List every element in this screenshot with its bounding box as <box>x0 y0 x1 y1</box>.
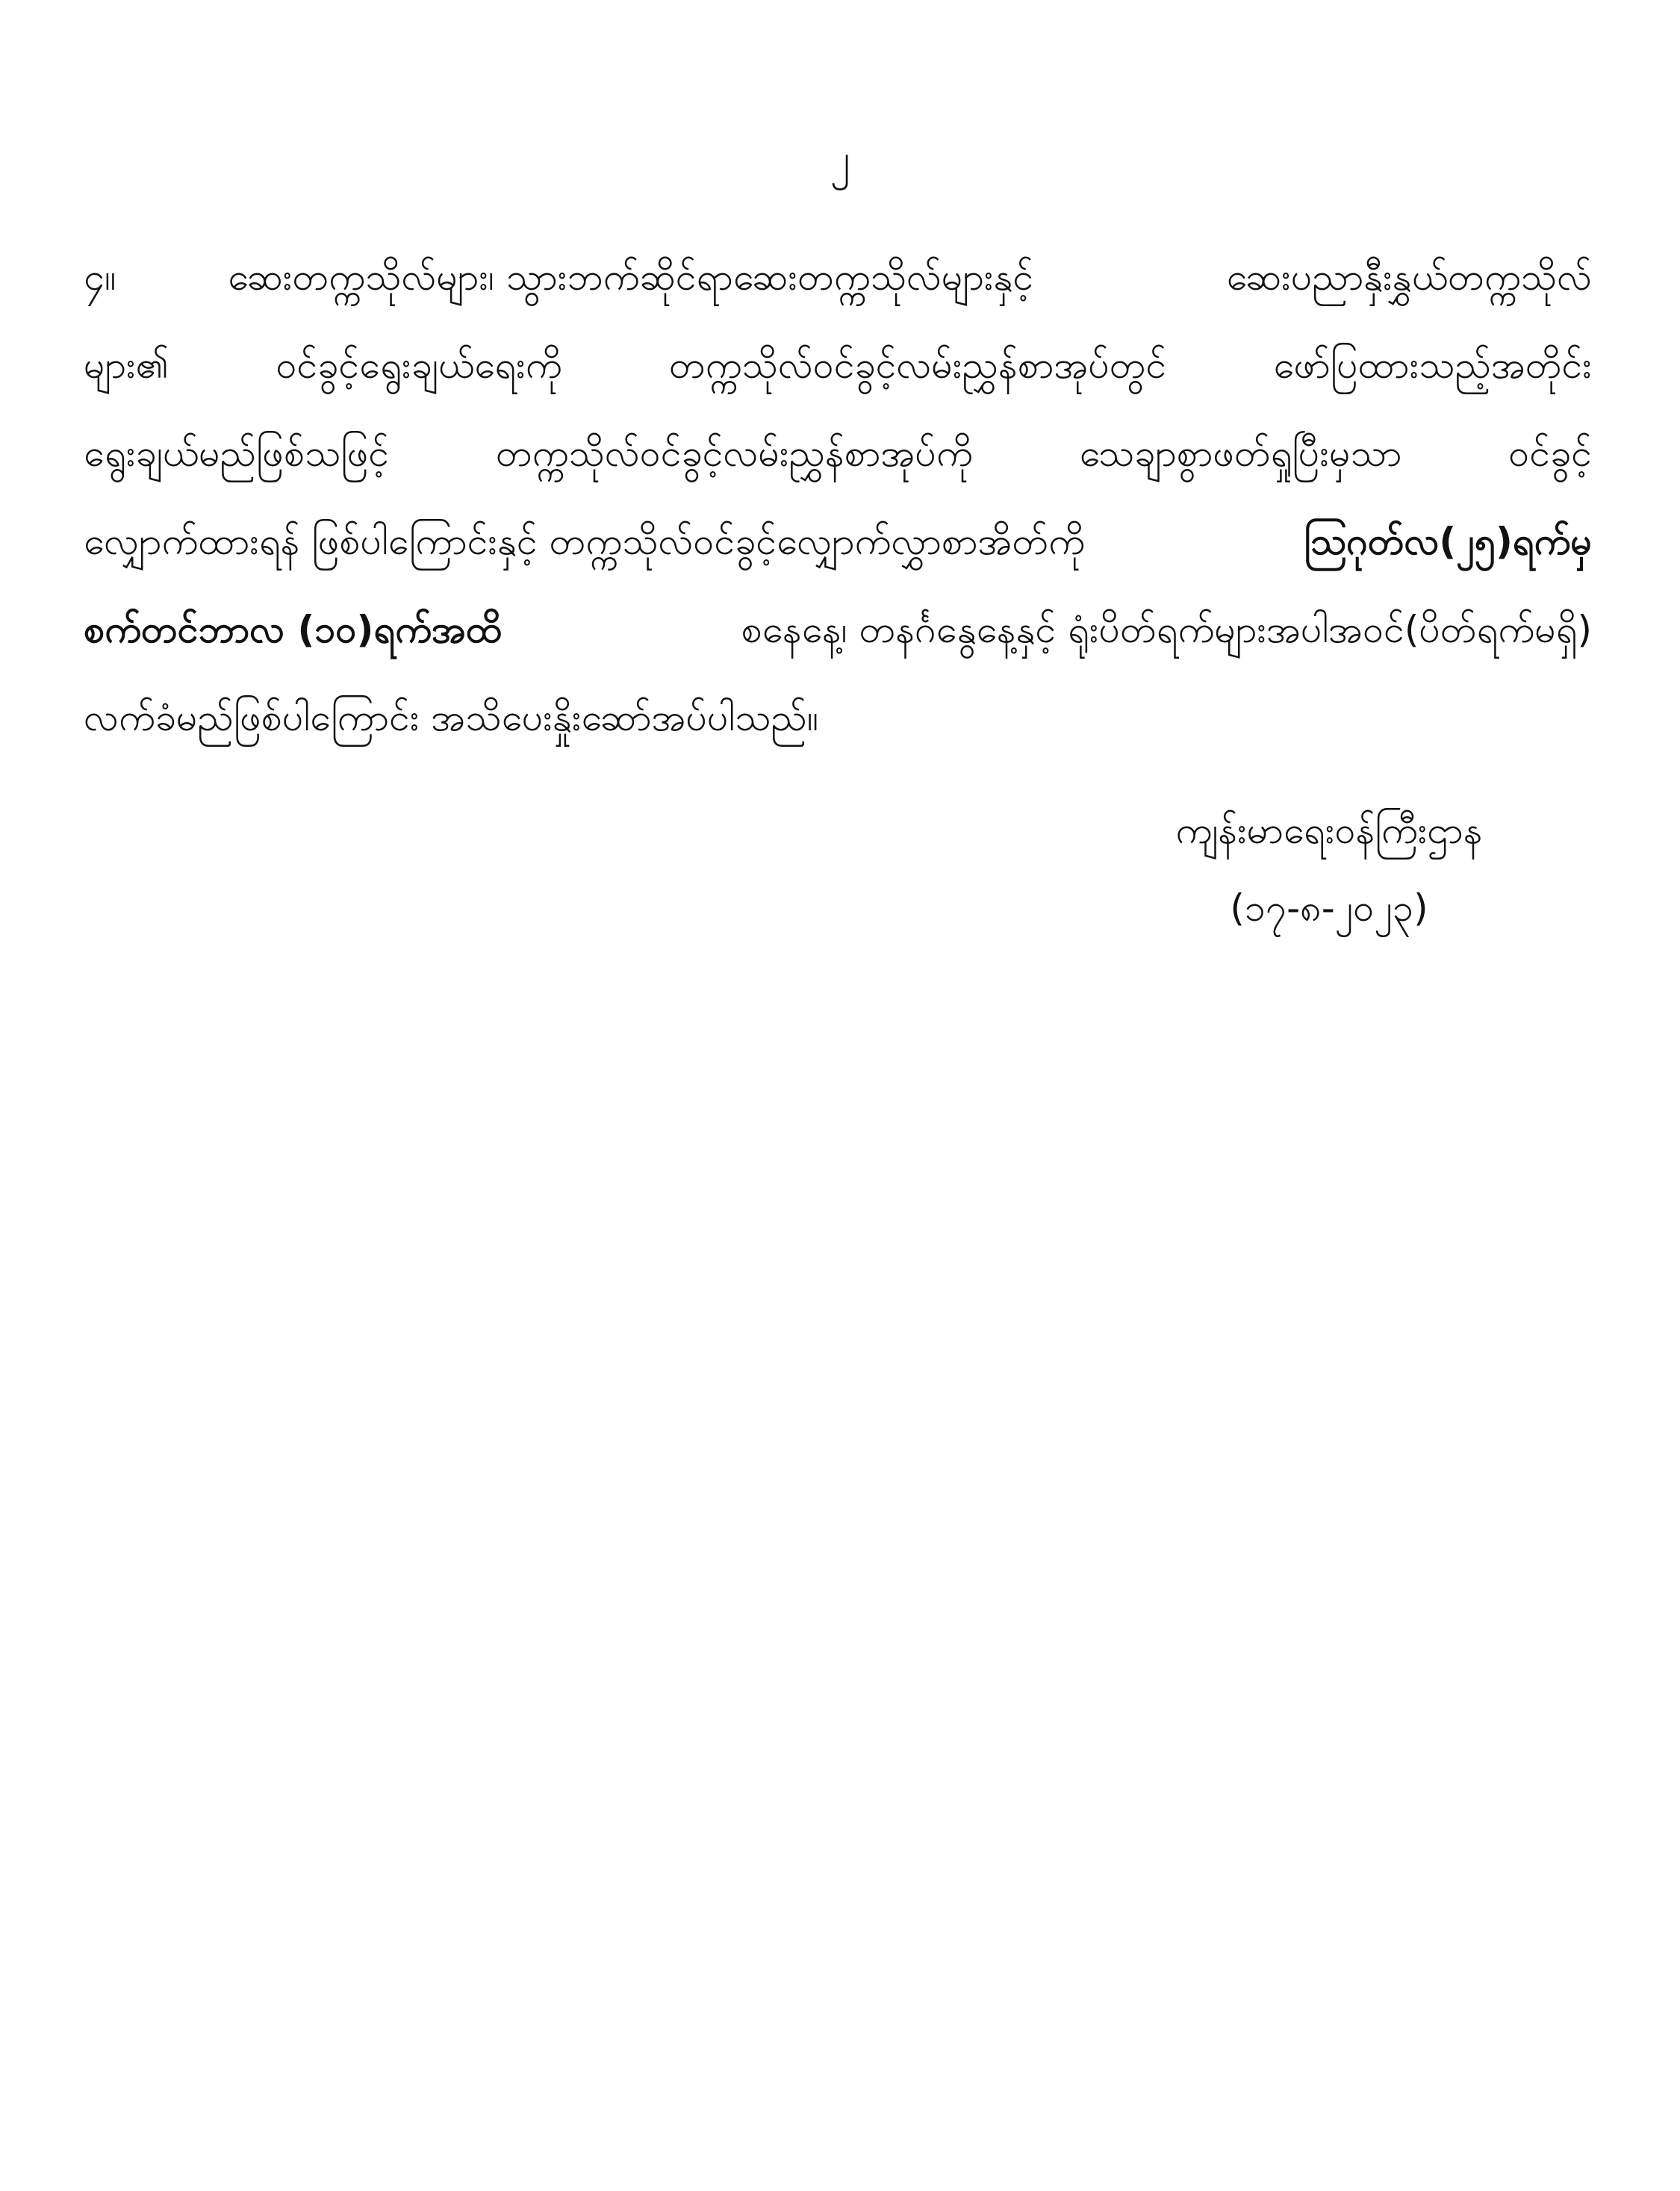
line-1-lead <box>84 233 1033 321</box>
line-6-normal-text: လက်ခံမည်ဖြစ်ပါကြောင်း အသိပေးနှိုးဆော်အပ်ပါသည်။ <box>84 696 819 739</box>
line-2-segment-2: ဝင်ခွင့်ရွေးချယ်ရေးကို <box>276 344 562 387</box>
line-3-segment-4: ဝင်ခွင့် <box>1508 432 1592 475</box>
paragraph-line-6 <box>84 674 1592 762</box>
line-3-segment-2: တက္ကသိုလ်ဝင်ခွင့်လမ်းညွှန်စာအုပ်ကို <box>495 432 973 475</box>
item-number: ၄။ <box>84 255 116 299</box>
line-5-bold-date: စက်တင်ဘာလ (၁၀)ရက်အထိ <box>84 608 503 651</box>
paragraph-line-5 <box>84 585 1592 674</box>
paragraph-line-1 <box>84 233 1592 321</box>
paragraph-line-2 <box>84 321 1592 409</box>
page-number: ၂ <box>830 135 850 182</box>
issuing-ministry: ကျန်းမာရေးဝန်ကြီးဌာန <box>1175 809 1483 852</box>
line-1-segment-1: ဆေးတက္ကသိုလ်များ၊ သွားဘက်ဆိုင်ရာဆေးတက္ကသိုလ်များနှင့် <box>228 255 1034 299</box>
line-3-segment-3: သေချာစွာဖတ်ရှုပြီးမှသာ <box>1079 432 1402 475</box>
line-4-bold-date: ဩဂုတ်လ(၂၅)ရက်မှ <box>1304 520 1592 563</box>
notice-paragraph <box>84 233 1592 762</box>
line-2-segment-3: တက္ကသိုလ်ဝင်ခွင့်လမ်းညွှန်စာအုပ်တွင် <box>668 344 1167 387</box>
paragraph-line-4 <box>84 497 1592 585</box>
line-2-segment-4: ဖော်ပြထားသည့်အတိုင်း <box>1273 344 1592 387</box>
line-4-normal-text: လျှောက်ထားရန် ဖြစ်ပါကြောင်းနှင့် တက္ကသိုလ်ဝင်ခွင့်လျှောက်လွှာစာအိတ်ကို <box>84 520 1086 563</box>
line-5-normal-text: စနေနေ့၊ တနင်္ဂနွေနေ့နှင့် ရုံးပိတ်ရက်များအပါအဝင်(ပိတ်ရက်မရှိ) <box>741 608 1592 651</box>
line-1-segment-2: ဆေးပညာနှီးနွှယ်တက္ကသိုလ် <box>1226 255 1592 299</box>
issue-date: (၁၇-၈-၂၀၂၃) <box>1230 886 1428 930</box>
line-3-segment-1: ရွေးချယ်မည်ဖြစ်သဖြင့် <box>84 432 390 475</box>
line-2-segment-1: များ၏ <box>84 344 169 387</box>
signature-block <box>1068 792 1590 947</box>
paragraph-line-3 <box>84 409 1592 497</box>
